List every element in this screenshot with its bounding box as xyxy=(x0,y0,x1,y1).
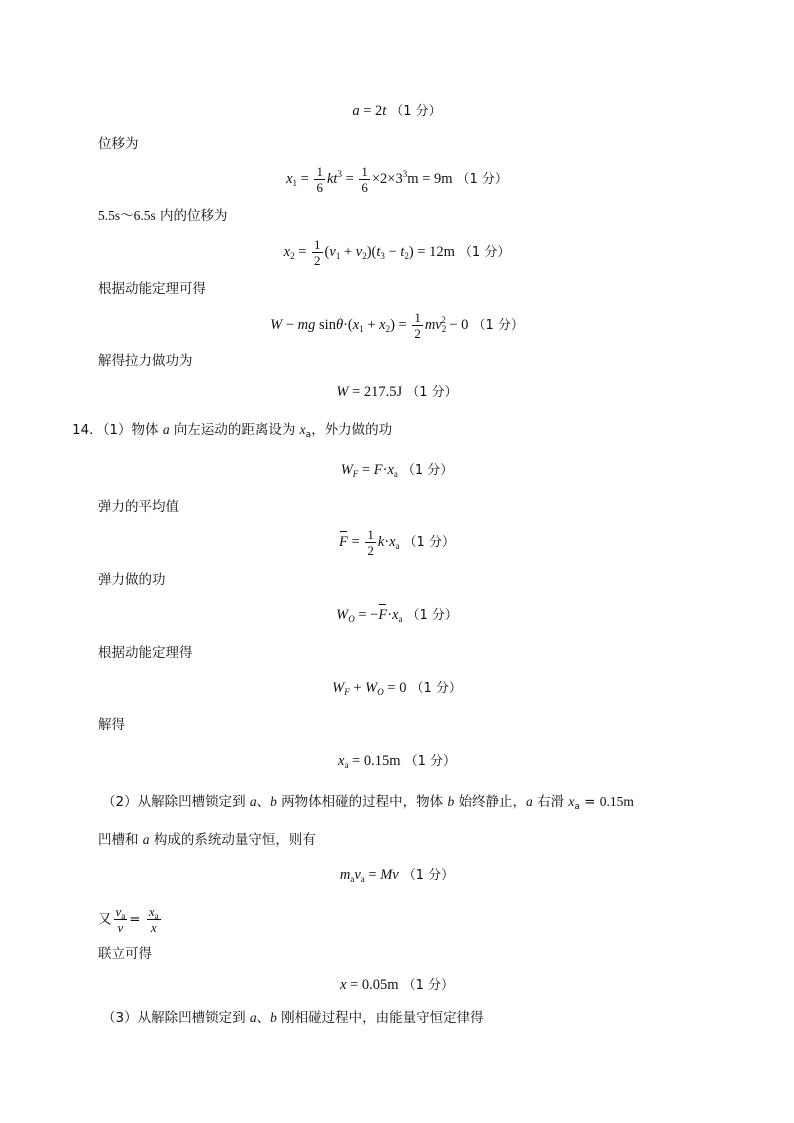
score-mark: （1 分） xyxy=(401,463,454,478)
label-groove-momentum: 凹槽和 a 构成的系统动量守恒，则有 xyxy=(98,832,316,848)
equation-WF-line xyxy=(0,460,794,481)
label-elastic-average: 弹力的平均值 xyxy=(98,499,179,515)
ratio-right: $\frac{x_a}{x}$ xyxy=(148,904,159,935)
label-solve-work: 解得拉力做功为 xyxy=(98,353,193,369)
equation-x2-line xyxy=(0,237,794,268)
question-number: 14． xyxy=(72,422,103,438)
score-mark: （1 分） xyxy=(410,681,462,696)
score-mark: （1 分） xyxy=(403,534,455,550)
label-interval: 5.5s～6.5s 内的位移为 xyxy=(98,208,228,224)
equation-xa: $x_a = 0.15m$ xyxy=(338,753,401,770)
equation-a: a = 2t xyxy=(352,103,387,119)
equation-momentum: $m_av_a = Mv$ xyxy=(339,867,399,884)
score-mark: （1 分） xyxy=(472,317,524,333)
equation-acceleration xyxy=(0,101,794,122)
equation-xa-line xyxy=(0,751,794,772)
score-mark: （1 分） xyxy=(402,868,455,883)
equation-momentum-line xyxy=(0,865,794,886)
label-solve: 解得 xyxy=(98,717,125,733)
equation-Fbar: F = $\frac{1}{2}$ $k\cdot x_a$ xyxy=(339,527,400,558)
score-mark: （1 分） xyxy=(406,385,458,400)
ratio-left: $\frac{v_a}{v}$ xyxy=(115,904,126,935)
equation-x1: $x_1$ = $\frac{1}{6}$ $kt^3$ = $\frac{1}{6}$ $\times 2\times 3^3m = 9m$ xyxy=(286,164,453,195)
equation-sum-line xyxy=(0,678,794,699)
label-kinetic-theorem-2: 根据动能定理得 xyxy=(98,645,193,661)
equation-WO: $W_O = -F\cdot x_a$ xyxy=(336,607,403,624)
score-mark: （1 分） xyxy=(402,978,454,993)
label-elastic-work: 弹力做的功 xyxy=(98,572,166,588)
equation-WO-line xyxy=(0,605,794,626)
score-mark: （1 分） xyxy=(404,754,456,769)
score-mark: （1 分） xyxy=(406,608,458,623)
score-mark: （1 分） xyxy=(456,171,508,187)
ratio-line: 又 $\frac{v_a}{v}$ = $\frac{x_a}{x}$ xyxy=(98,904,159,935)
score-mark: （1 分） xyxy=(458,244,511,260)
equation-W-line xyxy=(0,382,794,403)
question-14-part3: （3）从解除凹槽锁定到 a、b 刚相碰过程中，由能量守恒定律得 xyxy=(102,1010,484,1026)
question-14-part1: 14．（1）物体 a 向左运动的距离设为 $x_a$，外力做的功 xyxy=(72,422,393,440)
equation-x: x = 0.05m xyxy=(340,977,399,993)
equation-x1-line xyxy=(0,164,794,195)
equation-energy-line xyxy=(0,310,794,341)
equation-x-line xyxy=(0,975,794,996)
equation-Fbar-line xyxy=(0,527,794,558)
score-mark: （1 分） xyxy=(390,104,442,119)
equation-x2: $x_2$ = $\frac{1}{2}$ $(v_1 + v_2)(t_3 - t_2) = 12m$ xyxy=(283,237,455,268)
question-14-part2: （2）从解除凹槽锁定到 a、b 两物体相碰的过程中，物体 b 始终静止，a 右滑 $x_a = 0.15m$ xyxy=(102,794,634,812)
equation-W: W = 217.5J xyxy=(336,384,403,400)
equation-energy: W − mg $\sin\theta\cdot(x_1 + x_2)$ = $\frac{1}{2}$ $mv_2^2 - 0$ xyxy=(270,310,469,341)
label-combine: 联立可得 xyxy=(98,946,152,962)
label-displacement: 位移为 xyxy=(98,136,139,152)
equation-WF: $W_F = F\cdot x_a$ xyxy=(340,462,398,479)
label-kinetic-theorem: 根据动能定理可得 xyxy=(98,281,206,297)
equation-sum: $W_F + W_O = 0$ xyxy=(332,680,407,697)
